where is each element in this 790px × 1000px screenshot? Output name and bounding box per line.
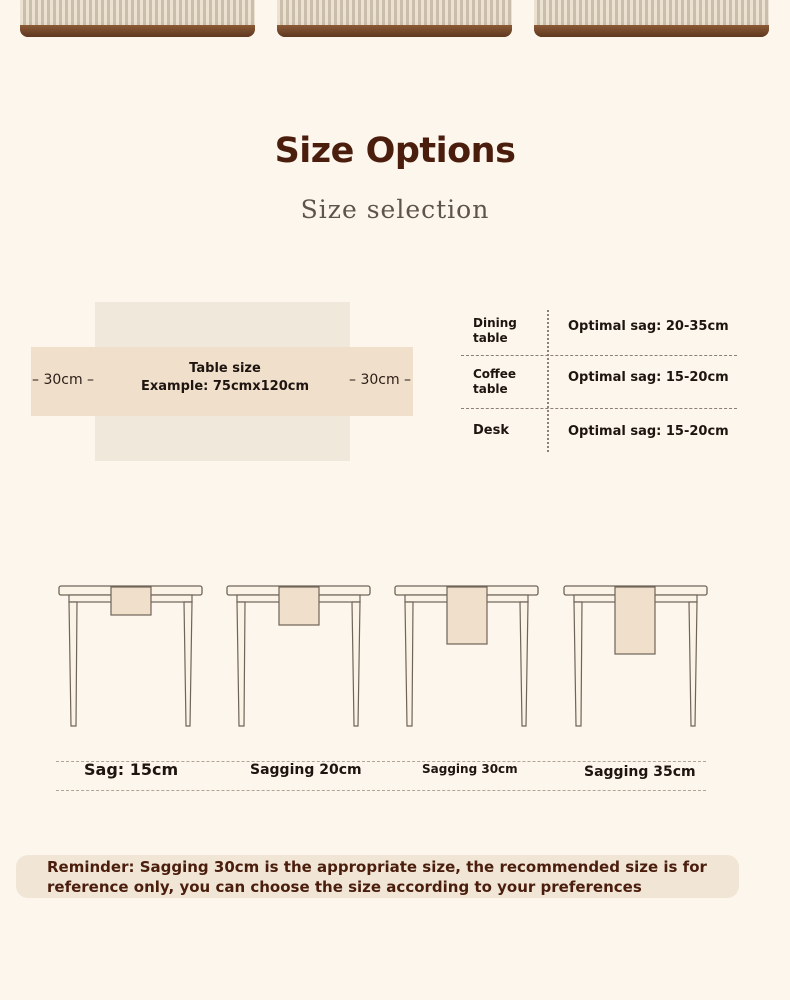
runner-drop <box>111 587 151 615</box>
right-overhang-label <box>349 372 411 388</box>
sag-row-dining <box>461 310 737 356</box>
product-photo-2[interactable] <box>277 0 512 37</box>
sag-row-value: Optimal sag: 20-35cm <box>568 319 729 334</box>
table-illustration-30 <box>395 586 538 726</box>
table-illustration-15 <box>59 586 202 726</box>
left-overhang-label <box>32 372 94 388</box>
table-size-label <box>95 360 355 396</box>
sag-row-value: Optimal sag: 15-20cm <box>568 370 729 385</box>
runner-drop <box>447 587 487 644</box>
caption-sag-30: Sagging 30cm <box>422 762 518 776</box>
reminder-banner <box>16 855 739 898</box>
caption-sag-20: Sagging 20cm <box>250 762 362 778</box>
reminder-line2: reference only, you can choose the size according to your preferences <box>47 877 642 896</box>
name-line2: table <box>473 331 508 345</box>
reminder-text <box>47 857 707 897</box>
product-photo-1[interactable] <box>20 0 255 37</box>
sag-row-name <box>473 316 517 346</box>
optimal-sag-table <box>461 310 737 452</box>
name-line1: Coffee <box>473 367 517 381</box>
dash-left: – <box>32 372 44 388</box>
runner-drop <box>615 587 655 654</box>
sag-row-desk <box>461 409 737 452</box>
name-line1: Desk <box>473 423 509 438</box>
left-overhang-value: 30cm <box>43 372 83 388</box>
sag-row-name <box>473 367 516 397</box>
product-photo-strip <box>0 0 790 38</box>
table-size-example: Example: 75cmx120cm <box>140 379 309 394</box>
table-size-title: Table size <box>189 361 261 376</box>
page-subtitle: Size selection <box>300 195 490 224</box>
name-line1: Dining <box>473 316 517 330</box>
dash-left: – <box>349 372 361 388</box>
product-photo-3[interactable] <box>534 0 769 37</box>
caption-sag-35: Sagging 35cm <box>584 764 696 780</box>
reminder-line1: Reminder: Sagging 30cm is the appropriate size, the recommended size is for <box>47 857 707 876</box>
sag-illustrations <box>0 580 790 740</box>
dash-right: – <box>399 372 412 388</box>
right-overhang-value: 30cm <box>360 372 400 388</box>
dash-right: – <box>82 372 95 388</box>
name-line2: table <box>473 382 508 396</box>
sag-row-name <box>473 423 509 438</box>
sag-row-coffee <box>461 356 737 409</box>
table-illustration-20 <box>227 586 370 726</box>
page-title: Size Options <box>274 131 516 171</box>
caption-sag-15: Sag: 15cm <box>84 760 179 779</box>
sag-row-value: Optimal sag: 15-20cm <box>568 424 729 439</box>
runner-drop <box>279 587 319 625</box>
table-illustration-35 <box>564 586 707 726</box>
